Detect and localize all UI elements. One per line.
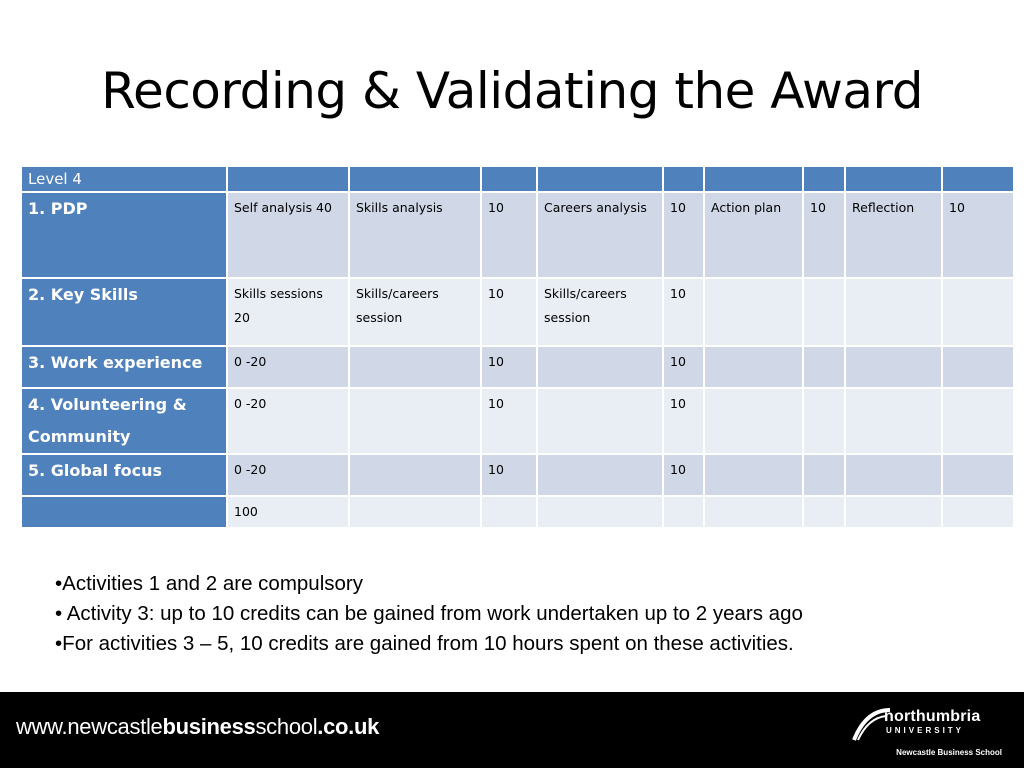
- northumbria-logo: [852, 702, 1002, 762]
- url-prefix: www.newcastle: [16, 714, 163, 739]
- table-cell: 10: [481, 346, 537, 388]
- header-cell: [942, 166, 1014, 192]
- header-cell: [663, 166, 704, 192]
- note-item: •Activities 1 and 2 are compulsory: [55, 572, 363, 595]
- row-label: [21, 496, 227, 528]
- table-row: [21, 388, 1014, 454]
- table-cell: Skills sessions 20: [227, 278, 349, 346]
- table-cell: [704, 454, 803, 496]
- footer-website: [16, 714, 379, 740]
- table-cell: [845, 278, 942, 346]
- footer-bar: [0, 692, 1024, 768]
- table-cell: [845, 496, 942, 528]
- table-row: [21, 346, 1014, 388]
- slide-title: Recording & Validating the Award: [101, 62, 923, 120]
- table-cell: 10: [663, 192, 704, 278]
- table-cell: 10: [663, 454, 704, 496]
- table-cell: 10: [481, 388, 537, 454]
- table-cell: [942, 388, 1014, 454]
- table-cell: [704, 346, 803, 388]
- table-cell: [537, 454, 663, 496]
- table-row: [21, 278, 1014, 346]
- table-cell: [704, 388, 803, 454]
- row-label: 4. Volunteering & Community: [21, 388, 227, 454]
- note-item: •For activities 3 – 5, 10 credits are gained from 10 hours spent on these activities.: [55, 632, 794, 655]
- table-cell: [481, 496, 537, 528]
- table-cell: Self analysis 40: [227, 192, 349, 278]
- table-cell: 10: [481, 192, 537, 278]
- header-cell: [845, 166, 942, 192]
- table-row: [21, 192, 1014, 278]
- table-cell: 10: [803, 192, 845, 278]
- table-cell: [942, 454, 1014, 496]
- table-cell: [537, 496, 663, 528]
- table-cell: [349, 388, 481, 454]
- table-cell: Action plan: [704, 192, 803, 278]
- table-cell: Skills/careers session: [537, 278, 663, 346]
- header-cell: [349, 166, 481, 192]
- row-label: 3. Work experience: [21, 346, 227, 388]
- table-cell: [663, 496, 704, 528]
- table-cell: Reflection: [845, 192, 942, 278]
- table-cell: [845, 346, 942, 388]
- table-cell: [704, 278, 803, 346]
- table-cell: 0 -20: [227, 454, 349, 496]
- row-label: 5. Global focus: [21, 454, 227, 496]
- header-cell: [227, 166, 349, 192]
- table-cell: [942, 496, 1014, 528]
- header-cell: [537, 166, 663, 192]
- table-cell: [803, 496, 845, 528]
- table-cell: 0 -20: [227, 346, 349, 388]
- table-cell: [537, 388, 663, 454]
- table-cell: [349, 496, 481, 528]
- logo-name: northumbria: [884, 708, 981, 725]
- table-cell: [537, 346, 663, 388]
- table-cell: [803, 454, 845, 496]
- url-suffix: .co.uk: [317, 714, 380, 739]
- table-cell: 10: [481, 278, 537, 346]
- table-cell: Skills analysis: [349, 192, 481, 278]
- row-label: 1. PDP: [21, 192, 227, 278]
- table-cell: [803, 346, 845, 388]
- table-cell: 0 -20: [227, 388, 349, 454]
- table-row: [21, 454, 1014, 496]
- table-cell: Skills/careers session: [349, 278, 481, 346]
- table-cell: 100: [227, 496, 349, 528]
- logo-school: Newcastle Business School: [896, 748, 1002, 757]
- table-cell: 10: [663, 346, 704, 388]
- header-cell: [704, 166, 803, 192]
- table-cell: [704, 496, 803, 528]
- table-cell: 10: [481, 454, 537, 496]
- table-cell: Careers analysis: [537, 192, 663, 278]
- table-cell: [803, 388, 845, 454]
- table-cell: [349, 454, 481, 496]
- url-mid: school: [255, 714, 318, 739]
- table-cell: 10: [942, 192, 1014, 278]
- table-cell: 10: [663, 388, 704, 454]
- row-label: 2. Key Skills: [21, 278, 227, 346]
- header-cell: [803, 166, 845, 192]
- table-cell: [845, 454, 942, 496]
- table-cell: [803, 278, 845, 346]
- logo-university: UNIVERSITY: [886, 726, 965, 735]
- table-row: [21, 496, 1014, 528]
- note-item: • Activity 3: up to 10 credits can be gained from work undertaken up to 2 years ago: [55, 602, 803, 625]
- table-header-row: [21, 166, 1014, 192]
- table-cell: [349, 346, 481, 388]
- table-cell: [942, 278, 1014, 346]
- award-table: [20, 165, 1015, 529]
- table-cell: [942, 346, 1014, 388]
- header-cell: [481, 166, 537, 192]
- table-cell: [845, 388, 942, 454]
- notes-list: [55, 569, 803, 659]
- url-bold: business: [162, 714, 256, 739]
- level-header: Level 4: [21, 166, 227, 192]
- table-cell: 10: [663, 278, 704, 346]
